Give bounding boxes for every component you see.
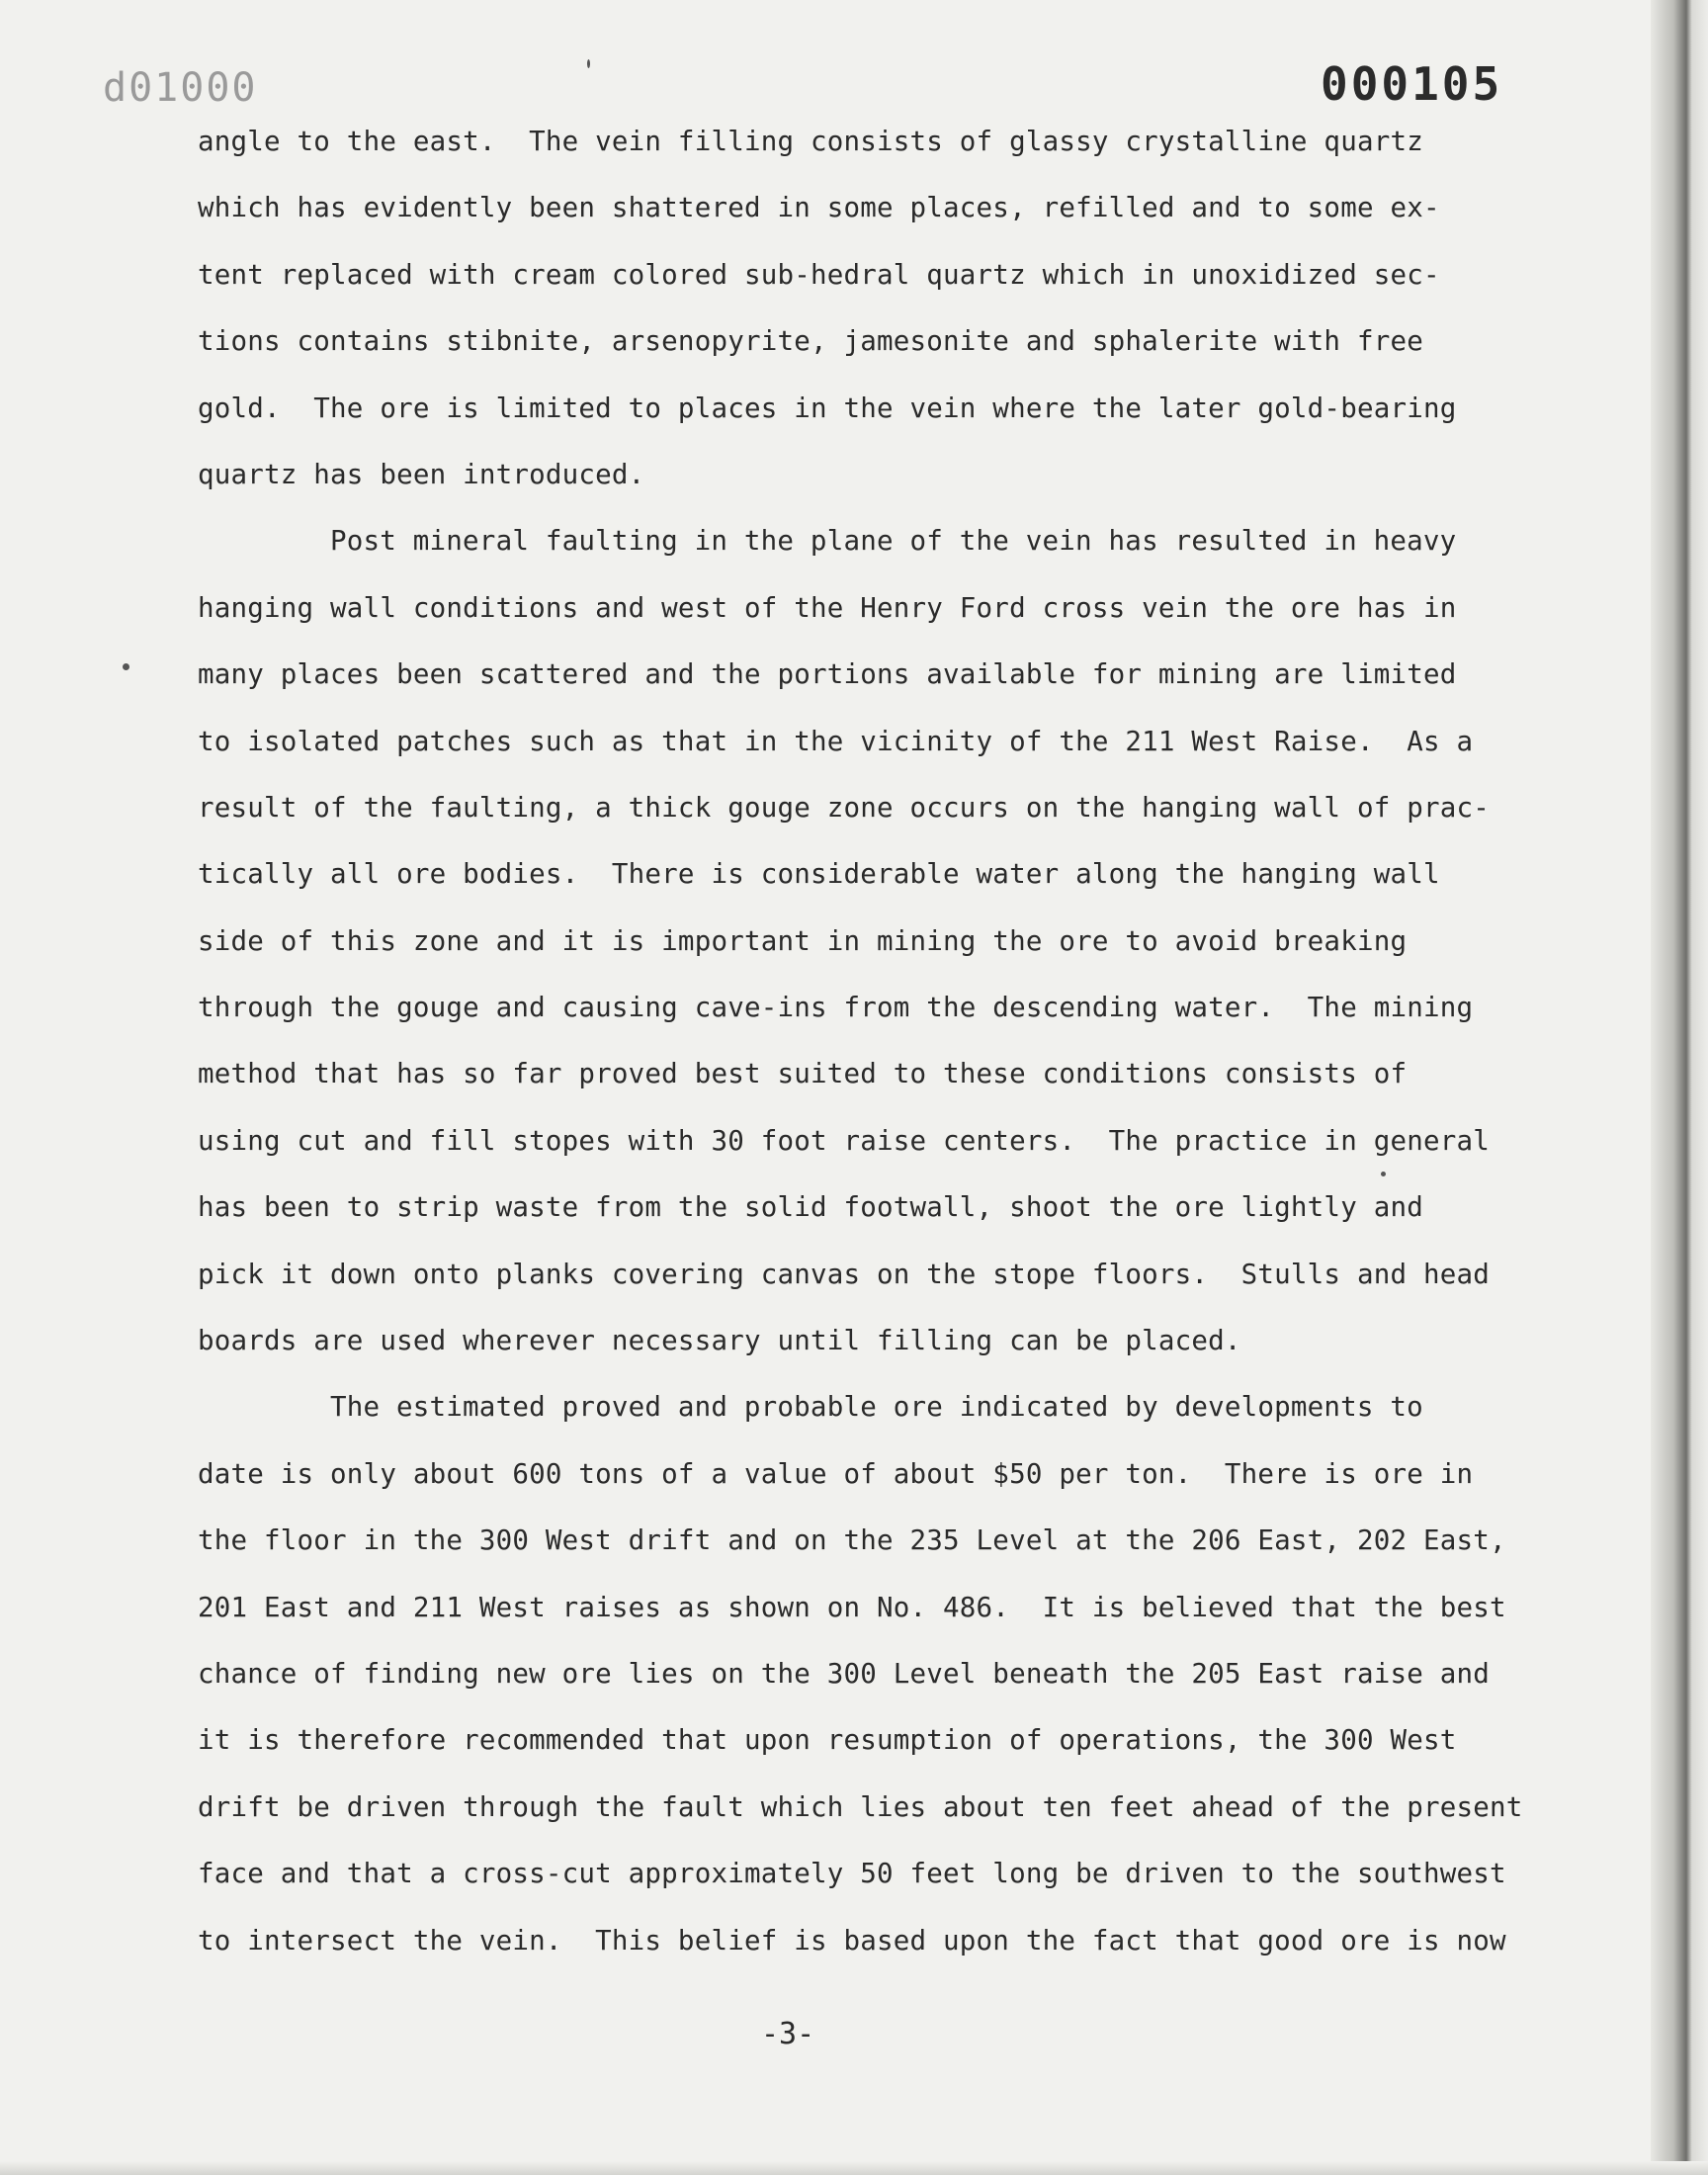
text-line: many places been scattered and the portions available for mining are limited xyxy=(198,658,1457,691)
serial-number: 000105 xyxy=(1321,57,1503,111)
text-line: 201 East and 211 West raises as shown on No. 486. It is believed that the best xyxy=(198,1591,1506,1623)
text-line: pick it down onto planks covering canvas on the stope floors. Stulls and head xyxy=(198,1258,1490,1290)
text-line: through the gouge and causing cave-ins from the descending water. The mining xyxy=(198,992,1474,1024)
text-line: drift be driven through the fault which lies about ten feet ahead of the present xyxy=(198,1790,1523,1823)
page-bottom-edge xyxy=(0,2161,1708,2175)
text-line: hanging wall conditions and west of the Henry Ford cross vein the ore has in xyxy=(198,591,1457,624)
text-line: face and that a cross-cut approximately 50 feet long be driven to the southwest xyxy=(198,1858,1506,1890)
page-edge-shadow xyxy=(1651,0,1708,2175)
text-line: has been to strip waste from the solid footwall, shoot the ore lightly and xyxy=(198,1191,1423,1224)
text-line: method that has so far proved best suited to these conditions consists of xyxy=(198,1058,1408,1090)
text-line: date is only about 600 tons of a value of about $50 per ton. There is ore in xyxy=(198,1457,1474,1490)
text-line: side of this zone and it is important in mining the ore to avoid breaking xyxy=(198,924,1408,957)
text-line: it is therefore recommended that upon resumption of operations, the 300 West xyxy=(198,1724,1457,1757)
paragraph-first-line: Post mineral faulting in the plane of the vein has resulted in heavy xyxy=(330,525,1457,558)
text-line: chance of finding new ore lies on the 300 Level beneath the 205 East raise and xyxy=(198,1657,1490,1690)
text-line: which has evidently been shattered in some places, refilled and to some ex- xyxy=(198,192,1440,224)
paragraph-first-line: The estimated proved and probable ore indicated by developments to xyxy=(330,1391,1423,1424)
text-line: the floor in the 300 West drift and on the 235 Level at the 206 East, 202 East, xyxy=(198,1524,1506,1557)
page-number: -3- xyxy=(761,2017,815,2051)
text-line: to isolated patches such as that in the vicinity of the 211 West Raise. As a xyxy=(198,725,1474,757)
text-line: gold. The ore is limited to places in the vein where the later gold-bearing xyxy=(198,392,1457,424)
scan-speck xyxy=(587,59,590,68)
body-text xyxy=(198,117,1522,1982)
text-line: using cut and fill stopes with 30 foot raise centers. The practice in general xyxy=(198,1124,1490,1157)
text-line: result of the faulting, a thick gouge zone occurs on the hanging wall of prac- xyxy=(198,791,1490,824)
text-line: to intersect the vein. This belief is based upon the fact that good ore is now xyxy=(198,1924,1506,1957)
text-line: quartz has been introduced. xyxy=(198,458,645,490)
text-line: tions contains stibnite, arsenopyrite, jamesonite and sphalerite with free xyxy=(198,325,1423,358)
text-line: tent replaced with cream colored sub-hedral quartz which in unoxidized sec- xyxy=(198,258,1440,291)
text-line: tically all ore bodies. There is considerable water along the hanging wall xyxy=(198,858,1440,891)
text-line: angle to the east. The vein filling consists of glassy crystalline quartz xyxy=(198,126,1423,157)
faint-serial-number: d01000 xyxy=(103,65,258,111)
text-line: boards are used wherever necessary until filling can be placed. xyxy=(198,1325,1241,1357)
scan-speck xyxy=(123,663,129,670)
